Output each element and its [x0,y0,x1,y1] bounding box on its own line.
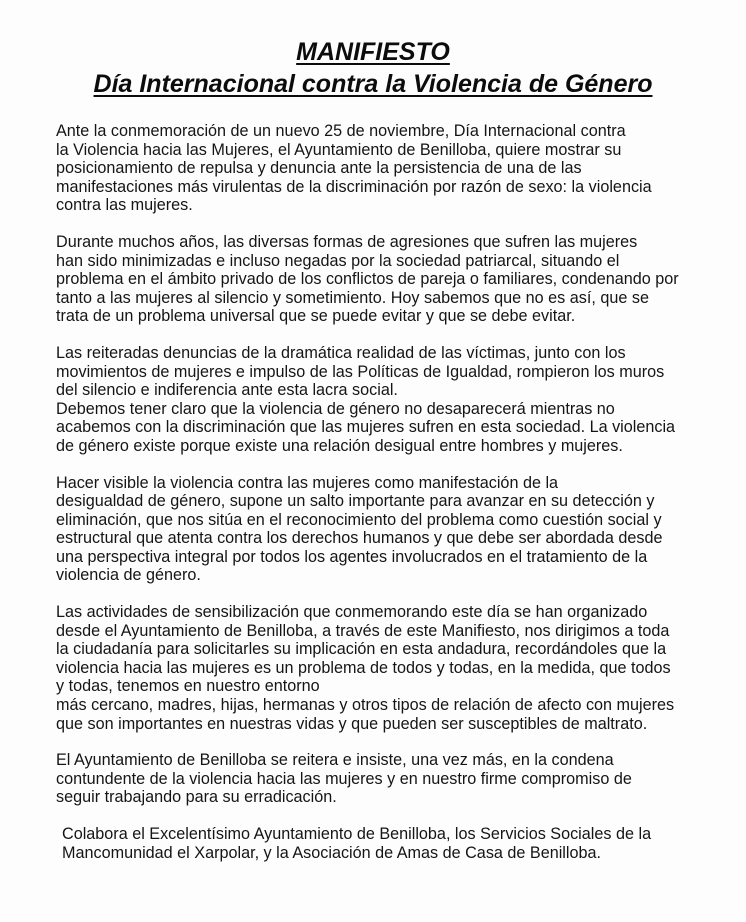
paragraph-line: manifestaciones más virulentas de la discriminación por razón de sexo: la violencia [56,177,652,196]
paragraph-line: Las actividades de sensibilización que conmemorando este día se han organizado [56,603,648,622]
paragraph-2 [56,233,724,326]
document-subtitle: Día Internacional contra la Violencia de Género [93,70,653,98]
paragraph-line: Las reiteradas denuncias de la dramática realidad de las víctimas, junto con los [56,343,626,362]
paragraph-7 [62,825,724,862]
paragraph-line: que son importantes en nuestras vidas y que pueden ser susceptibles de maltrato. [56,714,648,733]
paragraph-line: movimientos de mujeres e impulso de las Políticas de Igualdad, rompieron los muros [56,362,665,381]
paragraph-line: la ciudadanía para solicitarles su implicación en esta andadura, recordándoles que la [56,640,667,659]
paragraph-line: eliminación, que nos sitúa en el reconocimiento del problema como cuestión social y [56,510,662,529]
paragraph-line: posicionamiento de repulsa y denuncia ante la persistencia de una de las [56,159,582,178]
paragraph-line: han sido minimizadas e incluso negadas por la sociedad patriarcal, situando el [56,251,620,270]
title-block [0,36,746,100]
paragraph-line: Hacer visible la violencia contra las mujeres como manifestación de la [56,473,559,492]
paragraph-line: de género existe porque existe una relación desigual entre hombres y mujeres. [56,436,623,455]
paragraph-line: Ante la conmemoración de un nuevo 25 de noviembre, Día Internacional contra [56,122,626,140]
paragraph-line: problema en el ámbito privado de los conflictos de pareja o familiares, condenando por [56,270,679,289]
paragraph-1 [56,122,724,215]
paragraph-line: violencia hacia las mujeres es un problema de todos y todas, en la medida, que todos [56,658,671,677]
paragraph-line: trata de un problema universal que se puede evitar y que se debe evitar. [56,307,576,326]
paragraph-line: Durante muchos años, las diversas formas de agresiones que sufren las mujeres [56,232,638,251]
paragraph-5 [56,603,724,733]
paragraph-line: del silencio e indiferencia ante esta lacra social. [56,381,398,400]
paragraph-line: contundente de la violencia hacia las mujeres y en nuestro firme compromiso de [56,769,632,788]
paragraph-line: violencia de género. [56,566,201,585]
paragraph-line: la Violencia hacia las Mujeres, el Ayuntamiento de Benilloba, quiere mostrar su [56,140,622,159]
paragraph-line: contra las mujeres. [56,196,193,215]
paragraph-4 [56,474,724,586]
paragraph-line: y todas, tenemos en nuestro entorno [56,677,320,696]
paragraph-line: desde el Ayuntamiento de Benilloba, a través de este Manifiesto, nos dirigimos a toda [56,621,670,640]
document-body [56,122,724,880]
paragraph-line: más cercano, madres, hijas, hermanas y otros tipos de relación de afecto con mujeres [56,696,675,715]
paragraph-line: Mancomunidad el Xarpolar, y la Asociación de Amas de Casa de Benilloba. [62,843,602,862]
paragraph-6 [56,751,724,807]
paragraph-line: estructural que atenta contra los derechos humanos y que debe ser abordada desde [56,529,663,548]
paragraph-line: acabemos con la discriminación que las mujeres sufren en esta sociedad. La violencia [56,418,676,437]
paragraph-line: seguir trabajando para su erradicación. [56,788,337,807]
paragraph-line: Colabora el Excelentísimo Ayuntamiento de Benilloba, los Servicios Sociales de la [62,825,652,843]
paragraph-line: Debemos tener claro que la violencia de género no desaparecerá mientras no [56,399,615,418]
paragraph-line: una perspectiva integral por todos los agentes involucrados en el tratamiento de la [56,547,648,566]
paragraph-3 [56,344,724,456]
paragraph-line: desigualdad de género, supone un salto importante para avanzar en su detección y [56,492,655,511]
document-title: MANIFIESTO [296,38,450,66]
paragraph-line: El Ayuntamiento de Benilloba se reitera e insiste, una vez más, en la condena [56,751,614,770]
paragraph-line: tanto a las mujeres al silencio y sometimiento. Hoy sabemos que no es así, que se [56,288,649,307]
